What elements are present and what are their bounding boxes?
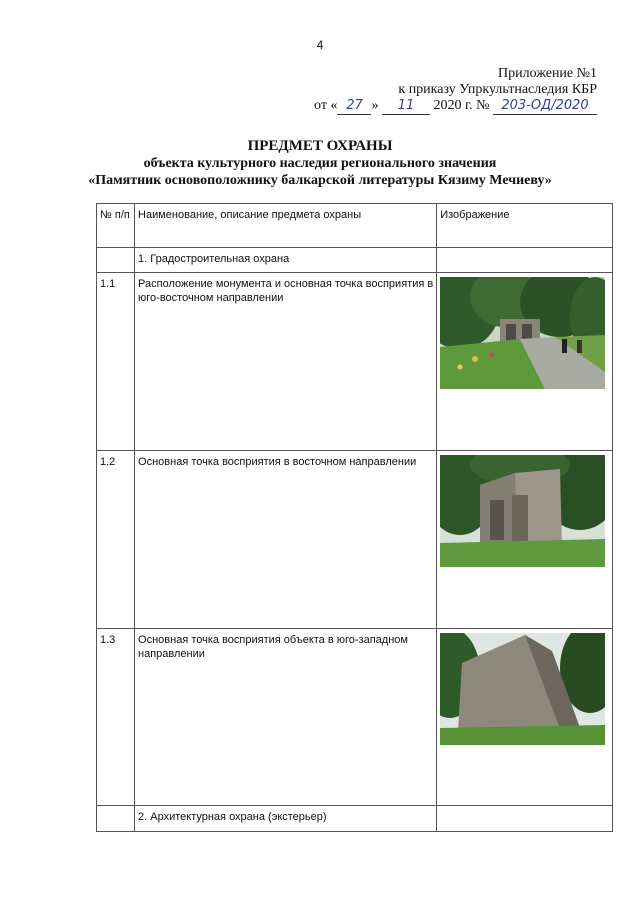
section-label: 2. Архитектурная охрана (экстерьер) [135, 806, 437, 832]
order-date-prefix: от « [314, 98, 338, 113]
table-row [97, 629, 613, 806]
park-alley-photo [440, 277, 605, 389]
order-date-mid: » [371, 98, 379, 113]
appendix-order: к приказу Упркультнаследия КБР [398, 82, 597, 97]
order-year: 2020 г. № [433, 98, 490, 113]
section-row [97, 248, 613, 273]
protection-table [96, 203, 613, 832]
monument-southwest-photo [440, 633, 605, 745]
row-description: Основная точка восприятия в восточном направлении [135, 451, 437, 629]
table-row [97, 273, 613, 451]
row-num: 1.2 [97, 451, 135, 629]
appendix-title: Приложение №1 [498, 66, 597, 81]
row-num: 1.1 [97, 273, 135, 451]
header-image: Изображение [437, 204, 613, 248]
row-num: 1.3 [97, 629, 135, 806]
appendix-block [314, 66, 597, 115]
document-title [0, 137, 640, 189]
header-num: № п/п [97, 204, 135, 248]
title-object-name: «Памятник основоположнику балкарской литературы Кязиму Мечиеву» [88, 173, 552, 188]
table-row [97, 451, 613, 629]
section-label: 1. Градостроительная охрана [135, 248, 437, 273]
title-main: ПРЕДМЕТ ОХРАНЫ [247, 138, 393, 154]
page-number: 4 [316, 38, 324, 52]
table-header-row [97, 204, 613, 248]
header-description: Наименование, описание предмета охраны [135, 204, 437, 248]
order-number: 203-ОД/2020 [493, 98, 597, 115]
row-description: Основная точка восприятия объекта в юго-западном направлении [135, 629, 437, 806]
order-month: 11 [382, 98, 430, 115]
monument-east-photo [440, 455, 605, 567]
order-date-line [314, 98, 597, 115]
row-description: Расположение монумента и основная точка восприятия в юго-восточном направлении [135, 273, 437, 451]
section-row [97, 806, 613, 832]
order-day: 27 [337, 98, 371, 115]
title-subtitle: объекта культурного наследия регионального значения [143, 156, 497, 171]
